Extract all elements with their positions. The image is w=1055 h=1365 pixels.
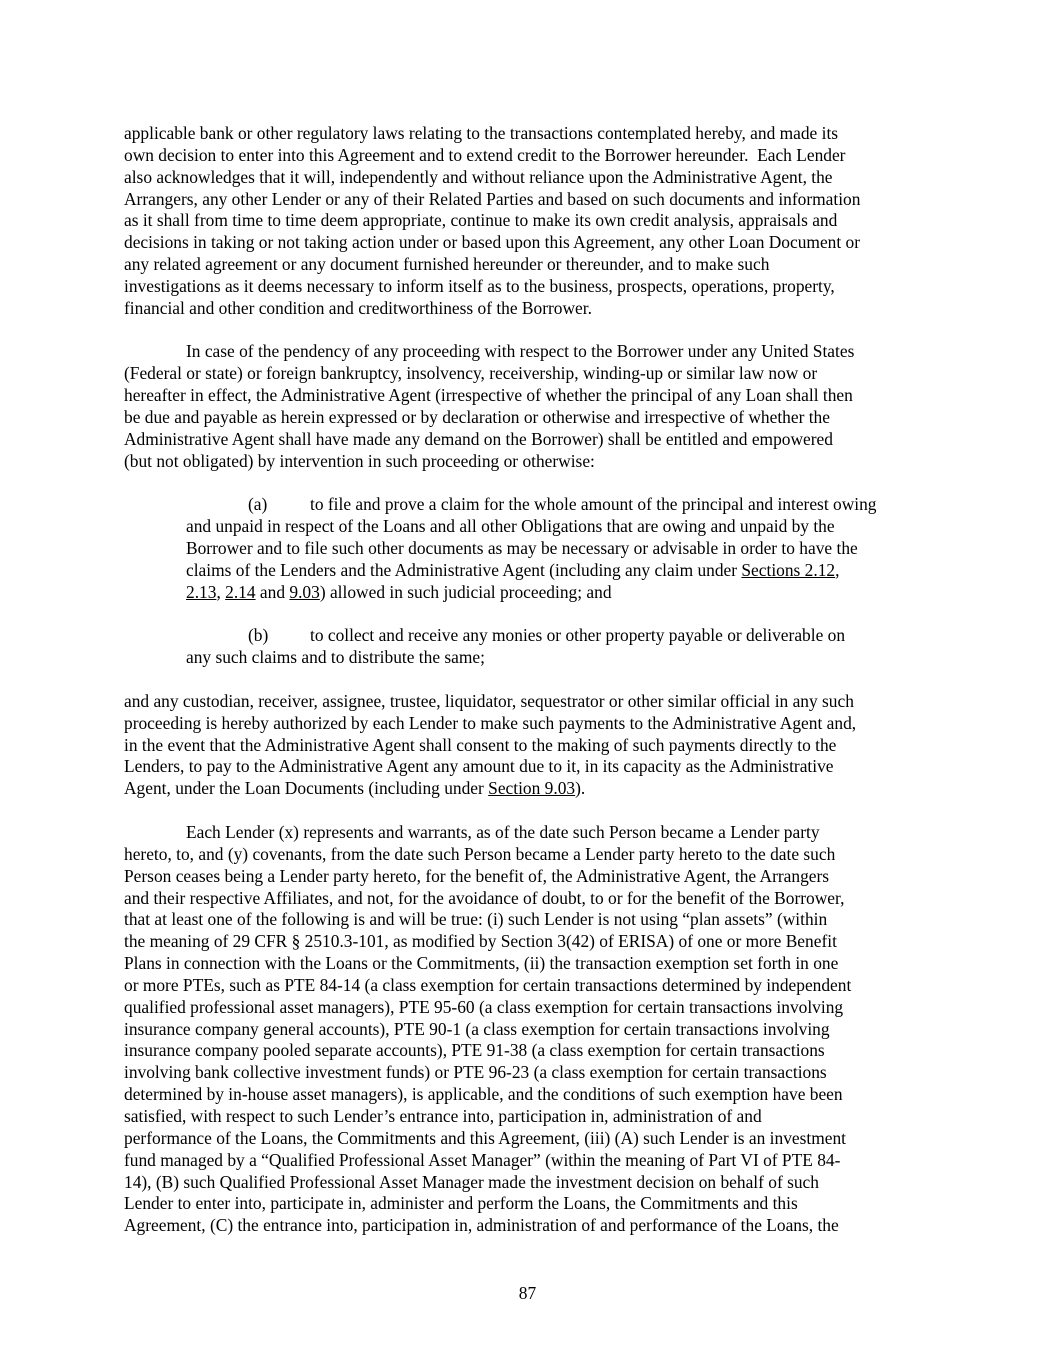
text-line: involving bank collective investment funds) or PTE 96-23 (a class exemption for certain transactions [124,1062,827,1083]
list-item-b [124,625,934,669]
text-line: any related agreement or any document furnished hereunder or thereunder, and to make such [124,254,770,275]
text-line: Agreement, (C) the entrance into, participation in, administration of and performance of the Loans, the [124,1215,839,1236]
text-line: Borrower and to file such other documents as may be necessary or advisable in order to have the [186,538,858,559]
text-segment: ). [575,778,586,799]
list-item-first-line [186,494,934,516]
text-line: Administrative Agent shall have made any demand on the Borrower) shall be entitled and empowered [124,428,833,449]
section-reference-link[interactable]: 9.03 [289,581,320,602]
paragraph-lender-acknowledgement [124,123,934,320]
text-line: determined by in-house asset managers), is applicable, and the conditions of such exemption have been [124,1084,843,1105]
section-reference-link[interactable]: Sections 2.12 [741,559,836,580]
text-line: decisions in taking or not taking action under or based upon this Agreement, any other Loan Document or [124,232,861,253]
text-line: (but not obligated) by intervention in such proceeding or otherwise: [124,450,595,471]
text-line: Arrangers, any other Lender or any of their Related Parties and based on such documents and information [124,188,861,209]
text-line: investigations as it deems necessary to inform itself as to the business, prospects, operations, property, [124,275,835,296]
text-line: and their respective Affiliates, and not, for the avoidance of doubt, to or for the benefit of the Borrower, [124,887,845,908]
text-line: financial and other condition and creditworthiness of the Borrower. [124,297,592,318]
paragraph-custodian-authorization [124,691,934,800]
text-line [124,778,934,800]
list-item-text: to file and prove a claim for the whole amount of the principal and interest owing [310,494,877,515]
text-line [186,582,934,604]
text-segment: , [835,559,840,580]
text-line: or more PTEs, such as PTE 84-14 (a class exemption for certain transactions determined by independent [124,974,852,995]
text-line: (Federal or state) or foreign bankruptcy, insolvency, receivership, winding-up or similar law now or [124,363,818,384]
paragraph-pendency-of-proceeding [124,341,934,472]
text-line: Plans in connection with the Loans or the Commitments, (ii) the transaction exemption set forth in one [124,953,839,974]
text-line: proceeding is hereby authorized by each Lender to make such payments to the Administrative Agent and, [124,712,857,733]
text-line: 14), (B) such Qualified Professional Asset Manager made the investment decision on behalf of such [124,1171,819,1192]
text-line: and unpaid in respect of the Loans and all other Obligations that are owing and unpaid by the [186,516,835,537]
text-line: the meaning of 29 CFR § 2510.3-101, as modified by Section 3(42) of ERISA) of one or more Benefit [124,931,837,952]
text-line: insurance company pooled separate accounts), PTE 91-38 (a class exemption for certain transactions [124,1040,825,1061]
text-line: satisfied, with respect to such Lender’s entrance into, participation in, administration of and [124,1105,762,1126]
document-page [124,123,934,1259]
page-number: 87 [518,1283,537,1303]
text-line: own decision to enter into this Agreement and to extend credit to the Borrower hereunder. Each Lender [124,144,846,165]
text-line: Each Lender (x) represents and warrants, as of the date such Person became a Lender party [186,822,820,842]
text-line: Person ceases being a Lender party hereto, for the benefit of, the Administrative Agent, the Arrangers [124,865,830,886]
list-item-first-line [186,625,934,647]
list-item-a [124,494,934,603]
text-line: Lenders, to pay to the Administrative Agent any amount due to it, in its capacity as the Administrative [124,756,834,777]
text-line: that at least one of the following is and will be true: (i) such Lender is not using “plan assets” (within [124,909,828,930]
text-line: hereafter in effect, the Administrative Agent (irrespective of whether the principal of any Loan shall then [124,385,853,406]
section-reference-link[interactable]: 2.13 [186,581,217,602]
text-line: qualified professional asset managers), PTE 95-60 (a class exemption for certain transactions involving [124,996,844,1017]
text-segment: , [216,581,226,602]
text-line: any such claims and to distribute the same; [186,647,485,668]
text-line [186,560,934,582]
text-line: hereto, to, and (y) covenants, from the date such Person became a Lender party hereto to the date such [124,843,836,864]
text-segment: ) allowed in such judicial proceeding; and [319,581,612,602]
section-reference-link[interactable]: Section 9.03 [488,778,576,799]
text-line: Lender to enter into, participate in, administer and perform the Loans, the Commitments and this [124,1193,798,1214]
list-item-text: to collect and receive any monies or other property payable or deliverable on [310,625,846,646]
text-line: fund managed by a “Qualified Professional Asset Manager” (within the meaning of Part VI of PTE 84- [124,1149,841,1170]
paragraph-lender-representations [124,822,934,1237]
text-segment: and [255,581,290,602]
text-line: be due and payable as herein expressed or by declaration or otherwise and irrespective of whether the [124,406,830,427]
text-line: as it shall from time to time deem appropriate, continue to make its own credit analysis, appraisals and [124,210,838,231]
text-line: performance of the Loans, the Commitments and this Agreement, (iii) (A) such Lender is an investment [124,1127,846,1148]
list-label-b: (b) [248,625,269,646]
section-reference-link[interactable]: 2.14 [225,581,256,602]
text-line: in the event that the Administrative Agent shall consent to the making of such payments directly to the [124,734,837,755]
text-line: also acknowledges that it will, independently and without reliance upon the Administrative Agent, the [124,166,833,187]
text-line: and any custodian, receiver, assignee, trustee, liquidator, sequestrator or other similar official in any such [124,690,854,711]
text-line: applicable bank or other regulatory laws relating to the transactions contemplated hereby, and made its [124,123,839,143]
list-label-a: (a) [248,494,268,515]
text-segment: Agent, under the Loan Documents (including under [124,778,489,799]
text-segment: claims of the Lenders and the Administrative Agent (including any claim under [186,559,742,580]
text-line: In case of the pendency of any proceeding with respect to the Borrower under any United States [186,341,855,362]
text-line: insurance company general accounts), PTE 90-1 (a class exemption for certain transactions involving [124,1018,830,1039]
